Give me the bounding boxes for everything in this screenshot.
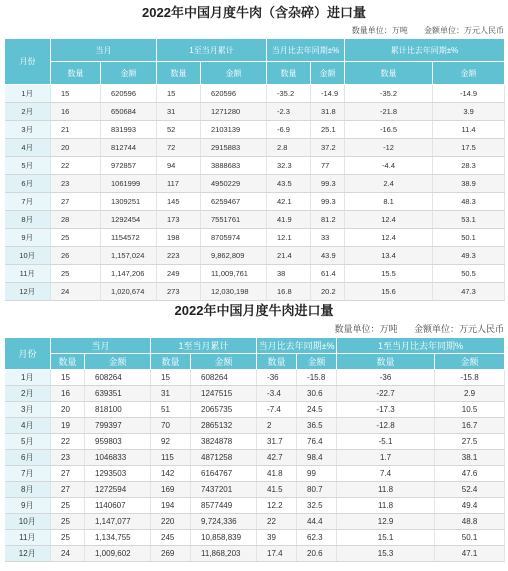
value-cell: 23 xyxy=(51,175,101,193)
table1-body xyxy=(5,85,505,301)
value-cell: 2.8 xyxy=(267,139,311,157)
value-cell: 23 xyxy=(51,450,85,466)
value-cell: 33 xyxy=(311,229,345,247)
value-cell: 12.4 xyxy=(345,229,433,247)
value-cell: 31.8 xyxy=(311,103,345,121)
value-cell: 1046833 xyxy=(85,450,151,466)
value-cell: 36.5 xyxy=(297,418,337,434)
month-cell: 9月 xyxy=(5,229,51,247)
value-cell: 1,009,602 xyxy=(85,546,151,562)
value-cell: 12.2 xyxy=(257,498,297,514)
value-cell: 28 xyxy=(51,211,101,229)
value-cell: 15 xyxy=(51,370,85,386)
table1-sub-header: 金额 xyxy=(311,62,345,85)
value-cell: -21.8 xyxy=(345,103,433,121)
value-cell: 49.4 xyxy=(435,498,505,514)
table1-unit-qty: 数量单位：万吨 xyxy=(351,26,408,35)
table1-title: 2022年中国月度牛肉（含杂碎）进口量 xyxy=(142,5,366,20)
month-cell: 5月 xyxy=(5,434,51,450)
value-cell: 26 xyxy=(51,247,101,265)
value-cell: 25 xyxy=(51,530,85,546)
month-cell: 7月 xyxy=(5,193,51,211)
value-cell: 24.5 xyxy=(297,402,337,418)
table-row xyxy=(5,283,505,301)
value-cell: 1,157,024 xyxy=(101,247,157,265)
value-cell: 50.5 xyxy=(433,265,505,283)
value-cell: 2915883 xyxy=(201,139,267,157)
table2-sub-header: 数量 xyxy=(151,354,191,370)
value-cell: -36 xyxy=(337,370,435,386)
value-cell: 15.5 xyxy=(345,265,433,283)
month-cell: 4月 xyxy=(5,139,51,157)
table-row xyxy=(5,450,505,466)
value-cell: 15.6 xyxy=(345,283,433,301)
value-cell: 50.1 xyxy=(433,229,505,247)
value-cell: 269 xyxy=(151,546,191,562)
table1-sub-header: 数量 xyxy=(157,62,201,85)
value-cell: 117 xyxy=(157,175,201,193)
value-cell: 1292454 xyxy=(101,211,157,229)
value-cell: 41.5 xyxy=(257,482,297,498)
table2-unit-amt: 金额单位：万元人民币 xyxy=(413,324,504,334)
value-cell: 17.4 xyxy=(257,546,297,562)
value-cell: 25 xyxy=(51,514,85,530)
value-cell: 12.4 xyxy=(345,211,433,229)
value-cell: -2.3 xyxy=(267,103,311,121)
value-cell: -3.4 xyxy=(257,386,297,402)
table-row xyxy=(5,139,505,157)
table2-group-header: 1至当月比去年同期% xyxy=(337,338,505,354)
value-cell: 2 xyxy=(257,418,297,434)
value-cell: 3824878 xyxy=(191,434,257,450)
value-cell: 3.9 xyxy=(433,103,505,121)
value-cell: 32.3 xyxy=(267,157,311,175)
value-cell: 41.8 xyxy=(257,466,297,482)
value-cell: 799397 xyxy=(85,418,151,434)
value-cell: 16 xyxy=(51,103,101,121)
value-cell: 25 xyxy=(51,265,101,283)
table-row xyxy=(5,370,505,386)
value-cell: 43.5 xyxy=(267,175,311,193)
value-cell: 1,147,206 xyxy=(101,265,157,283)
value-cell: 639351 xyxy=(85,386,151,402)
value-cell: 169 xyxy=(151,482,191,498)
value-cell: 115 xyxy=(151,450,191,466)
value-cell: 44.4 xyxy=(297,514,337,530)
value-cell: 11.8 xyxy=(337,482,435,498)
value-cell: 15 xyxy=(151,370,191,386)
value-cell: 20.6 xyxy=(297,546,337,562)
table2-sub-header: 数量 xyxy=(257,354,297,370)
table-row xyxy=(5,229,505,247)
table-row xyxy=(5,466,505,482)
value-cell: -15.8 xyxy=(297,370,337,386)
table1-group-header: 当月 xyxy=(51,39,157,62)
value-cell: 2865132 xyxy=(191,418,257,434)
value-cell: 17.5 xyxy=(433,139,505,157)
table2-group-header: 当月比去年同期±% xyxy=(257,338,337,354)
value-cell: 21.4 xyxy=(267,247,311,265)
value-cell: 81.2 xyxy=(311,211,345,229)
value-cell: 61.4 xyxy=(311,265,345,283)
value-cell: 62.3 xyxy=(297,530,337,546)
value-cell: 194 xyxy=(151,498,191,514)
table1-sub-header: 数量 xyxy=(51,62,101,85)
table1-month-header: 月份 xyxy=(5,39,51,85)
value-cell: 142 xyxy=(151,466,191,482)
value-cell: 20 xyxy=(51,139,101,157)
value-cell: 198 xyxy=(157,229,201,247)
value-cell: 16.8 xyxy=(267,283,311,301)
month-cell: 1月 xyxy=(5,370,51,386)
table-row xyxy=(5,418,505,434)
value-cell: 1293503 xyxy=(85,466,151,482)
value-cell: 972857 xyxy=(101,157,157,175)
value-cell: 92 xyxy=(151,434,191,450)
value-cell: 42.7 xyxy=(257,450,297,466)
value-cell: 47.3 xyxy=(433,283,505,301)
table2-body xyxy=(5,370,505,562)
value-cell: 48.3 xyxy=(433,193,505,211)
month-cell: 12月 xyxy=(5,546,51,562)
month-cell: 10月 xyxy=(5,514,51,530)
value-cell: -12 xyxy=(345,139,433,157)
value-cell: 1247515 xyxy=(191,386,257,402)
value-cell: 41.9 xyxy=(267,211,311,229)
value-cell: -35.2 xyxy=(267,85,311,103)
month-cell: 6月 xyxy=(5,450,51,466)
value-cell: 1154572 xyxy=(101,229,157,247)
value-cell: 80.7 xyxy=(297,482,337,498)
value-cell: 2103139 xyxy=(201,121,267,139)
value-cell: 4871258 xyxy=(191,450,257,466)
table1-group-header: 当月比去年同期±% xyxy=(267,39,345,62)
value-cell: 38.9 xyxy=(433,175,505,193)
value-cell: -14.9 xyxy=(433,85,505,103)
value-cell: 52.4 xyxy=(435,482,505,498)
value-cell: 22 xyxy=(51,157,101,175)
value-cell: 608264 xyxy=(85,370,151,386)
value-cell: 220 xyxy=(151,514,191,530)
value-cell: 12,030,198 xyxy=(201,283,267,301)
month-cell: 3月 xyxy=(5,121,51,139)
month-cell: 2月 xyxy=(5,103,51,121)
value-cell: 1272594 xyxy=(85,482,151,498)
value-cell: 24 xyxy=(51,546,85,562)
value-cell: 50.1 xyxy=(435,530,505,546)
value-cell: 24 xyxy=(51,283,101,301)
value-cell: 19 xyxy=(51,418,85,434)
value-cell: 42.1 xyxy=(267,193,311,211)
value-cell: 7437201 xyxy=(191,482,257,498)
table1-sub-header: 数量 xyxy=(267,62,311,85)
value-cell: -36 xyxy=(257,370,297,386)
value-cell: 77 xyxy=(311,157,345,175)
table-row xyxy=(5,211,505,229)
table-row xyxy=(5,482,505,498)
month-cell: 1月 xyxy=(5,85,51,103)
value-cell: 3888683 xyxy=(201,157,267,175)
table2-sub-header: 数量 xyxy=(51,354,85,370)
value-cell: 249 xyxy=(157,265,201,283)
value-cell: 32.5 xyxy=(297,498,337,514)
table1-units xyxy=(4,24,504,38)
table1-group-header: 累计比去年同期±% xyxy=(345,39,505,62)
value-cell: 8.1 xyxy=(345,193,433,211)
value-cell: 1140607 xyxy=(85,498,151,514)
value-cell: 15 xyxy=(51,85,101,103)
table-row xyxy=(5,121,505,139)
value-cell: -14.9 xyxy=(311,85,345,103)
value-cell: 76.4 xyxy=(297,434,337,450)
value-cell: 30.6 xyxy=(297,386,337,402)
table1-unit-amt: 金额单位：万元人民币 xyxy=(424,26,504,35)
value-cell: 245 xyxy=(151,530,191,546)
value-cell: 99 xyxy=(297,466,337,482)
table1-sub-header: 金额 xyxy=(433,62,505,85)
value-cell: 8577449 xyxy=(191,498,257,514)
value-cell: 51 xyxy=(151,402,191,418)
value-cell: 37.2 xyxy=(311,139,345,157)
value-cell: 1,020,674 xyxy=(101,283,157,301)
value-cell: 20.2 xyxy=(311,283,345,301)
value-cell: -12.8 xyxy=(337,418,435,434)
value-cell: -15.8 xyxy=(435,370,505,386)
value-cell: 1.7 xyxy=(337,450,435,466)
table2-group-header: 1至当月累计 xyxy=(151,338,257,354)
value-cell: 31 xyxy=(151,386,191,402)
table1-sub-header: 金额 xyxy=(101,62,157,85)
table-row xyxy=(5,402,505,418)
value-cell: 11,868,203 xyxy=(191,546,257,562)
value-cell: 27 xyxy=(51,193,101,211)
value-cell: 2065735 xyxy=(191,402,257,418)
table-row xyxy=(5,546,505,562)
month-cell: 9月 xyxy=(5,498,51,514)
value-cell: 47.6 xyxy=(435,466,505,482)
value-cell: 28.3 xyxy=(433,157,505,175)
value-cell: 7.4 xyxy=(337,466,435,482)
table-row xyxy=(5,157,505,175)
value-cell: 1271280 xyxy=(201,103,267,121)
value-cell: 4950229 xyxy=(201,175,267,193)
value-cell: -4.4 xyxy=(345,157,433,175)
value-cell: 11.8 xyxy=(337,498,435,514)
value-cell: 2.4 xyxy=(345,175,433,193)
table2 xyxy=(4,337,505,562)
month-cell: 11月 xyxy=(5,530,51,546)
month-cell: 6月 xyxy=(5,175,51,193)
value-cell: 11.4 xyxy=(433,121,505,139)
table1-block xyxy=(4,2,504,301)
value-cell: 99.3 xyxy=(311,193,345,211)
value-cell: -6.9 xyxy=(267,121,311,139)
value-cell: 98.4 xyxy=(297,450,337,466)
value-cell: 20 xyxy=(51,402,85,418)
value-cell: 16.7 xyxy=(435,418,505,434)
value-cell: 273 xyxy=(157,283,201,301)
value-cell: 1061999 xyxy=(101,175,157,193)
value-cell: 39 xyxy=(257,530,297,546)
value-cell: 173 xyxy=(157,211,201,229)
month-cell: 10月 xyxy=(5,247,51,265)
value-cell: 94 xyxy=(157,157,201,175)
value-cell: 47.1 xyxy=(435,546,505,562)
value-cell: 52 xyxy=(157,121,201,139)
value-cell: 25.1 xyxy=(311,121,345,139)
value-cell: 818100 xyxy=(85,402,151,418)
value-cell: 7551761 xyxy=(201,211,267,229)
value-cell: -22.7 xyxy=(337,386,435,402)
value-cell: 25 xyxy=(51,229,101,247)
table2-unit-qty: 数量单位：万吨 xyxy=(334,324,398,334)
month-cell: 11月 xyxy=(5,265,51,283)
value-cell: -7.4 xyxy=(257,402,297,418)
table2-block xyxy=(4,300,504,562)
value-cell: 812744 xyxy=(101,139,157,157)
value-cell: 31 xyxy=(157,103,201,121)
value-cell: 145 xyxy=(157,193,201,211)
table2-sub-header: 金额 xyxy=(85,354,151,370)
table-row xyxy=(5,175,505,193)
value-cell: 831993 xyxy=(101,121,157,139)
value-cell: 43.9 xyxy=(311,247,345,265)
value-cell: 38 xyxy=(267,265,311,283)
value-cell: 1309251 xyxy=(101,193,157,211)
value-cell: 21 xyxy=(51,121,101,139)
value-cell: 1,147,077 xyxy=(85,514,151,530)
value-cell: 620596 xyxy=(101,85,157,103)
table2-title: 2022年中国月度牛肉进口量 xyxy=(174,303,334,318)
value-cell: 12.1 xyxy=(267,229,311,247)
value-cell: 8705974 xyxy=(201,229,267,247)
month-cell: 5月 xyxy=(5,157,51,175)
month-cell: 7月 xyxy=(5,466,51,482)
value-cell: 99.3 xyxy=(311,175,345,193)
value-cell: 11,009,761 xyxy=(201,265,267,283)
value-cell: 22 xyxy=(51,434,85,450)
value-cell: 10,858,839 xyxy=(191,530,257,546)
value-cell: 22 xyxy=(257,514,297,530)
value-cell: 53.1 xyxy=(433,211,505,229)
table-row xyxy=(5,386,505,402)
value-cell: 9,862,809 xyxy=(201,247,267,265)
value-cell: -35.2 xyxy=(345,85,433,103)
table1-sub-header: 金额 xyxy=(201,62,267,85)
value-cell: 1,134,755 xyxy=(85,530,151,546)
month-cell: 3月 xyxy=(5,402,51,418)
value-cell: 27 xyxy=(51,466,85,482)
table-row xyxy=(5,247,505,265)
value-cell: 27.5 xyxy=(435,434,505,450)
table-row xyxy=(5,265,505,283)
table-row xyxy=(5,530,505,546)
table-row xyxy=(5,85,505,103)
value-cell: 223 xyxy=(157,247,201,265)
table2-sub-header: 金额 xyxy=(297,354,337,370)
month-cell: 12月 xyxy=(5,283,51,301)
value-cell: 959803 xyxy=(85,434,151,450)
value-cell: 16 xyxy=(51,386,85,402)
value-cell: 72 xyxy=(157,139,201,157)
table2-sub-header: 数量 xyxy=(337,354,435,370)
value-cell: 13.4 xyxy=(345,247,433,265)
table2-sub-header: 金额 xyxy=(191,354,257,370)
table2-sub-header: 金额 xyxy=(435,354,505,370)
table1-sub-header: 数量 xyxy=(345,62,433,85)
table-row xyxy=(5,103,505,121)
value-cell: 31.7 xyxy=(257,434,297,450)
value-cell: 15 xyxy=(157,85,201,103)
table2-group-header: 当月 xyxy=(51,338,151,354)
value-cell: 620596 xyxy=(201,85,267,103)
value-cell: 70 xyxy=(151,418,191,434)
table1-group-header: 1至当月累计 xyxy=(157,39,267,62)
table-row xyxy=(5,514,505,530)
value-cell: 25 xyxy=(51,498,85,514)
value-cell: -17.3 xyxy=(337,402,435,418)
value-cell: 38.1 xyxy=(435,450,505,466)
table2-month-header: 月份 xyxy=(5,338,51,370)
value-cell: 6164767 xyxy=(191,466,257,482)
month-cell: 8月 xyxy=(5,482,51,498)
value-cell: 49.3 xyxy=(433,247,505,265)
table1 xyxy=(4,38,505,301)
value-cell: 15.1 xyxy=(337,530,435,546)
value-cell: 650684 xyxy=(101,103,157,121)
table-row xyxy=(5,434,505,450)
value-cell: 608264 xyxy=(191,370,257,386)
value-cell: 6259467 xyxy=(201,193,267,211)
value-cell: 15.3 xyxy=(337,546,435,562)
table-row xyxy=(5,498,505,514)
value-cell: 12.9 xyxy=(337,514,435,530)
value-cell: 2.9 xyxy=(435,386,505,402)
value-cell: 27 xyxy=(51,482,85,498)
value-cell: 10.5 xyxy=(435,402,505,418)
month-cell: 2月 xyxy=(5,386,51,402)
value-cell: -16.5 xyxy=(345,121,433,139)
month-cell: 4月 xyxy=(5,418,51,434)
value-cell: -5.1 xyxy=(337,434,435,450)
table2-units xyxy=(4,322,504,337)
value-cell: 48.8 xyxy=(435,514,505,530)
value-cell: 9,724,336 xyxy=(191,514,257,530)
table-row xyxy=(5,193,505,211)
month-cell: 8月 xyxy=(5,211,51,229)
